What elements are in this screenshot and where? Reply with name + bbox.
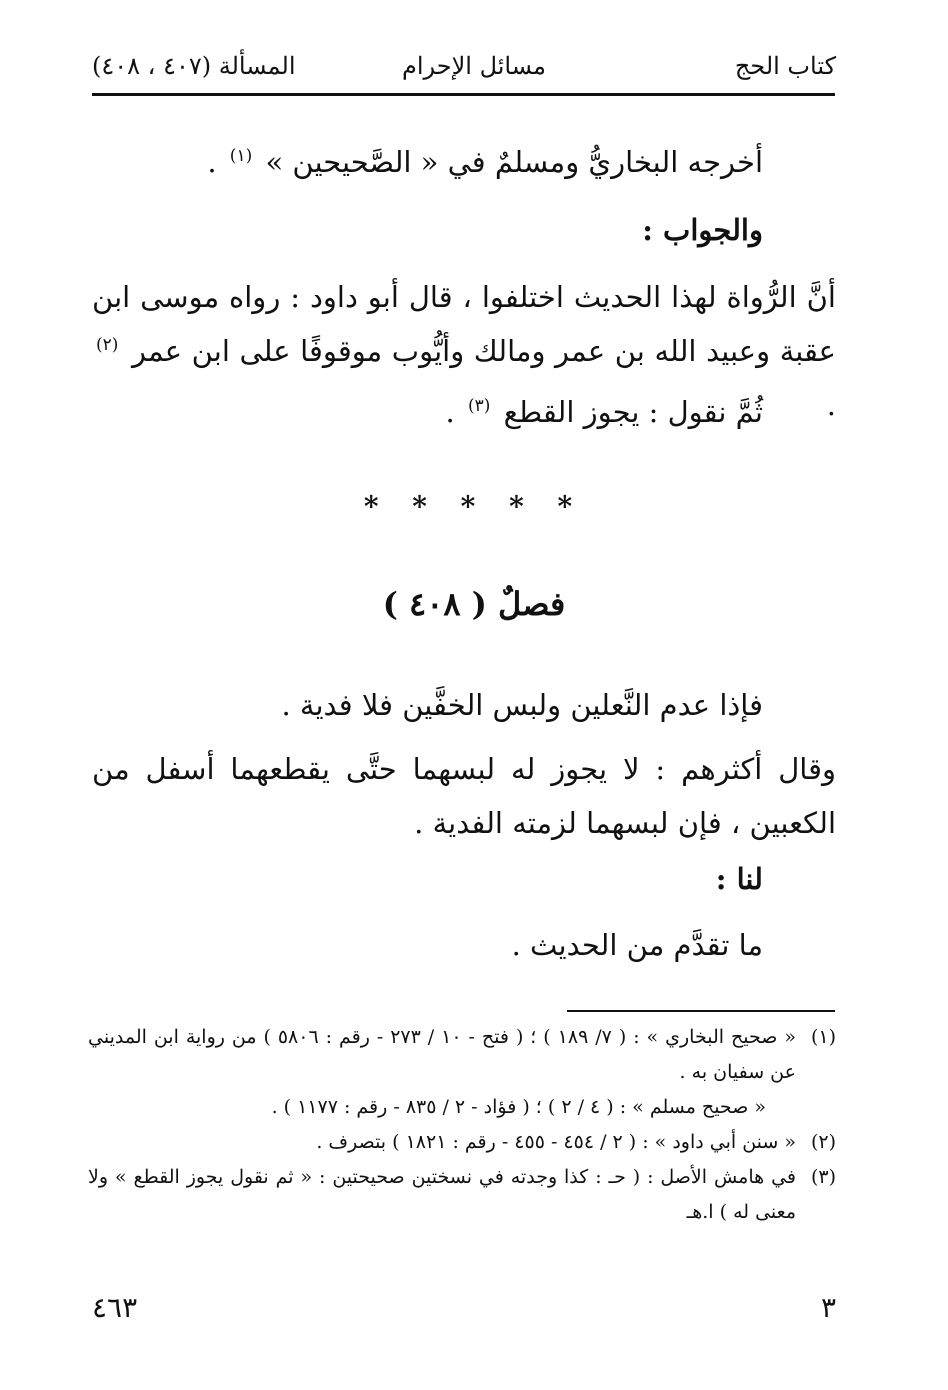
footnote-text: « صحيح البخاري » : ( ٧/ ١٨٩ ) ؛ ( فتح - ١٠ / ٢٧٣ - رقم : ٥٨٠٦ ) من رواية ابن المديني عن سفيان به . xyxy=(88,1026,796,1083)
paragraph-text: أخرجه البخاريُّ ومسلمٌ في « الصَّحيحين » xyxy=(265,145,763,179)
footnote-text: « صحيح مسلم » : ( ٤ / ٢ ) ؛ ( فؤاد - ٢ / ٨٣٥ - رقم : ١١٧٧ ) . xyxy=(271,1096,766,1118)
paragraph-text: ثُمَّ نقول : يجوز القطع xyxy=(503,395,763,429)
footnote-ref-1: (١) xyxy=(229,146,253,167)
header-chapter-title: مسائل الإحرام xyxy=(401,52,547,80)
footnote-1 xyxy=(88,1020,836,1090)
paragraph-end: . xyxy=(207,145,217,179)
paragraph-end: . xyxy=(445,395,455,429)
header-book-title: كتاب الحج xyxy=(734,52,836,80)
footnote-number xyxy=(796,1090,836,1125)
footnote-number: (٣) xyxy=(810,1166,836,1188)
footnote-ref-3: (٣) xyxy=(467,396,491,417)
paragraph-majority-view: وقال أكثرهم : لا يجوز له لبسهما حتَّى يقطعهما أسفل من الكعبين ، فإن لبسهما لزمته الفدية . xyxy=(92,752,836,840)
volume-page-number: ٣ xyxy=(820,1291,836,1324)
footnote-text: « سنن أبي داود » : ( ٢ / ٤٥٤ - ٤٥٥ - رقم : ١٨٢١ ) بتصرف . xyxy=(316,1131,796,1153)
footnote-rule xyxy=(567,1010,835,1012)
footnote-2 xyxy=(88,1125,836,1160)
answer-heading: والجواب : xyxy=(642,213,763,247)
footnote-1-continuation xyxy=(88,1090,836,1125)
paragraph-cutting xyxy=(92,385,763,439)
our-evidence-heading: لنا : xyxy=(715,862,763,896)
page-number: ٤٦٣ xyxy=(92,1291,138,1324)
paragraph-no-expiation: فإذا عدم النَّعلين ولبس الخفَّين فلا فدية . xyxy=(281,688,763,722)
footnote-number: (١) xyxy=(810,1026,836,1048)
footnote-ref-2: (٢) xyxy=(96,335,119,356)
paragraph-previous-hadith: ما تقدَّم من الحديث . xyxy=(511,928,763,962)
paragraph-end: . xyxy=(826,388,836,422)
section-title: فصلٌ ( ٤٠٨ ) xyxy=(382,585,566,623)
footnote-number: (٢) xyxy=(810,1131,836,1153)
header-rule xyxy=(92,93,835,96)
footnote-text: في هامش الأصل : ( حـ : كذا وجدته في نسختين صحيحتين : « ثم نقول يجوز القطع » ولا معنى له ) ا.هـ xyxy=(88,1166,797,1223)
paragraph-hadith-source xyxy=(92,135,763,189)
paragraph-text: أنَّ الرُّواة لهذا الحديث اختلفوا ، قال أبو داود : رواه موسى ابن عقبة وعبيد الله بن عمر ومالك وأيُّوب موقوفًا على ابن عمر xyxy=(92,280,836,368)
section-separator: * * * * * xyxy=(363,490,585,523)
footnotes xyxy=(88,1020,836,1230)
footnote-3 xyxy=(88,1160,836,1230)
header-issue-numbers: المسألة (٤٠٧ ، ٤٠٨) xyxy=(92,52,296,80)
